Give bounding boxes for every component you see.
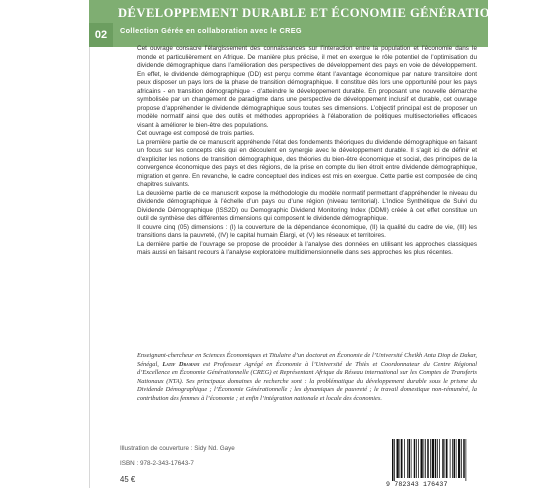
series-number-badge: 02 (89, 23, 113, 47)
barcode-bar (456, 439, 457, 478)
barcode-bar (425, 439, 426, 478)
left-divider (89, 47, 90, 488)
series-subtitle: Collection Gérée en collaboration avec le CREG (120, 26, 302, 35)
barcode-bar (445, 439, 446, 478)
barcode-bar (424, 439, 425, 478)
book-abstract (137, 45, 477, 258)
abstract-paragraph: La deuxième partie de ce manuscrit expose la méthodologie du modèle normatif permettant d’appréhender le niveau du dividende démographique à l’échelle d’un pays ou d’une région (niveau territorial). L’Indice Synthétique de Suivi du Dividende Démographique (ISS2D) ou Demographic Dividend Monitoring Index (DDMI) créée à cet effet constitue un outil de synthèse des différentes dimensions qui composent le dividende démographique. (137, 189, 477, 222)
abstract-paragraph: La dernière partie de l’ouvrage se propose de procéder à l’analyse des données en utilisant les approches classiques mais aussi en faisant recours à l’analyse exploratoire multidimensionnelle dans ses approches les plus récentes. (137, 240, 477, 256)
barcode-bar (450, 439, 451, 478)
barcode-bar (442, 439, 444, 478)
barcode-bar (446, 439, 448, 478)
barcode-bar (411, 439, 412, 478)
barcode-bar (392, 439, 394, 481)
cover-illustration-credit: Illustration de couverture : Sidy Nd. Gaye (120, 445, 235, 452)
barcode-bar (435, 439, 437, 478)
barcode-bar (454, 439, 456, 478)
barcode-bar (432, 439, 434, 478)
abstract-paragraph: Cet ouvrage consacre l’élargissement des connaissances sur l’interaction entre la population et l’économie dans le monde et particulièrement en Afrique. De manière plus précise, il met en exergue le rôle potentiel de l’optimisation du dividende démographique dans l’amélioration des perspectives de développement des pays en voie de développement. En effet, le dividende démographique (DD) est perçu comme étant l’avantage économique par nature transitoire dont peux disposer un pays lors de la phase de transition démographique. Il constitue dès lors une opportunité pour les pays africains - en transition démographique - d’atteindre le développement durable. En proposant une nouvelle démarche symbolisée par un changement de paradigme dans une perspective de développement inclusif et durable, cet ouvrage propose d’appréhender le dividende démographique sous toutes ses dimensions. L’objectif principal est de proposer un modèle normatif ainsi que des outils et méthodes appropriées à l’élaboration de politiques multisectorielles efficaces visant à améliorer le bien-être des populations. (137, 45, 477, 129)
author-bio-text: Enseignant-chercheur en Sciences Économiques et Titulaire d’un doctorat en Économie de l’Université Cheikh Anta Diop de Dakar, Sénégal, (137, 352, 477, 368)
barcode-bar (421, 439, 423, 478)
barcode-digits: 9 782343 176437 (386, 481, 448, 488)
author-biography (137, 352, 477, 403)
author-bio-text: est Professeur Agrégé en Économie à l’Université de Thiès et Coordonnateur du Centre Régional d’Excellence en Économie Générationnelle (CREG) et Représentant Afrique du Réseau international sur les Comptes de Transferts Nationaux (NTA). Ses principaux domaines de recherche sont : la problématique du développement durable sous le prisme du Dividende Démographique ; l’Économie Générationnelle ; les dynamiques de pauvreté ; le travail domestique non-rémunéré, la contribution des femmes à l’économie ; et enfin l’intégration nationale et locale des économies. (137, 360, 477, 402)
isbn-number: ISBN : 978-2-343-17643-7 (120, 460, 194, 467)
abstract-paragraph: La première partie de ce manuscrit appréhende l’état des fondements théoriques du dividende démographique en faisant un focus sur les concepts clés qui en découlent en synergie avec le développement durable. Il s’agit ici de définir et d’expliciter les notions de transition démographique, des théories du bien-être économique et social, des principes de la convergence économique des pays et des régions, de la prise en compte du lien étroit entre dividende démographique, migration et genre. En revanche, le cadre conceptuel des indices est mis en exergue. Cette partie est composée de cinq chapitres suivants. (137, 138, 477, 188)
barcode-bar (461, 439, 462, 478)
barcode-bar (401, 439, 403, 478)
series-title: DÉVELOPPEMENT DURABLE ET ÉCONOMIE GÉNÉRATIONNELLE (118, 6, 545, 20)
barcode-bar (452, 439, 453, 478)
barcode-bar (427, 439, 429, 478)
barcode-bar (404, 439, 405, 478)
barcode-bar (394, 439, 395, 481)
barcode-bar (414, 439, 416, 478)
barcode-bar (430, 439, 431, 478)
price-label: 45 € (120, 475, 136, 484)
barcode-bar (458, 439, 460, 478)
barcode-bar (409, 439, 411, 478)
barcode-bar (437, 439, 438, 478)
abstract-paragraph: Il couvre cinq (05) dimensions : (I) la couverture de la dépendance économique, (II) la qualité du cadre de vie, (III) les transitions dans la pauvreté, (IV) le capital humain Élargi, et (V) les réseaux et territoires. (137, 223, 477, 239)
barcode-bar (418, 439, 419, 478)
barcode-bar (416, 439, 417, 478)
barcode-bar (463, 439, 465, 478)
barcode-bar (466, 439, 467, 481)
barcode-bar (397, 439, 399, 478)
author-name: Latif Dramani (162, 360, 200, 368)
barcode-bar (439, 439, 440, 478)
barcode-bars (390, 439, 480, 481)
barcode-bar (407, 439, 408, 478)
barcode-bar (400, 439, 401, 478)
abstract-paragraph: Cet ouvrage est composé de trois parties. (137, 130, 255, 137)
